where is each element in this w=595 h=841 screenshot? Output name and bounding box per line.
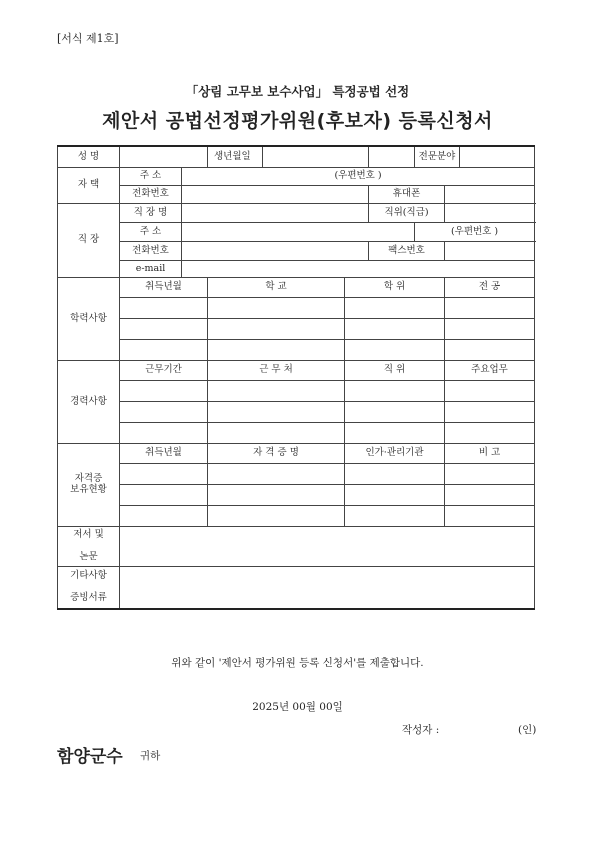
career-cell[interactable] bbox=[345, 402, 445, 423]
license-cell[interactable] bbox=[445, 485, 535, 506]
education-header: 학 위 bbox=[345, 278, 445, 298]
name-field[interactable] bbox=[120, 146, 208, 168]
personal-row bbox=[58, 146, 535, 168]
home-postal-label: (우편번호 ) bbox=[334, 170, 382, 182]
work-postal-label: (우편번호 ) bbox=[450, 225, 499, 237]
license-cell[interactable] bbox=[345, 506, 445, 527]
education-cell[interactable] bbox=[208, 340, 345, 361]
career-header: 직 위 bbox=[345, 361, 445, 381]
career-header: 주요업무 bbox=[445, 361, 535, 381]
form-subtitle: 「상림 고무보 보수사업」 특정공법 선정 bbox=[185, 84, 410, 99]
work-name-label: 직 장 명 bbox=[120, 204, 182, 223]
license-row bbox=[58, 464, 535, 485]
career-row bbox=[58, 381, 535, 402]
education-header: 전 공 bbox=[445, 278, 535, 298]
submission-statement: 위와 같이 '제안서 평가위원 등록 신청서'를 제출합니다. bbox=[171, 657, 424, 669]
license-header: 취득년월 bbox=[120, 444, 208, 464]
license-header: 자 격 증 명 bbox=[208, 444, 345, 464]
work-email-row bbox=[58, 261, 535, 278]
education-header: 취득년월 bbox=[120, 278, 208, 298]
license-label-line2: 보유현황 bbox=[70, 484, 107, 495]
license-cell[interactable] bbox=[120, 506, 208, 527]
papers-label bbox=[58, 527, 120, 567]
education-header-row bbox=[58, 278, 535, 298]
other-label-line1: 기타사항 bbox=[70, 570, 107, 582]
license-cell[interactable] bbox=[445, 464, 535, 485]
license-row bbox=[58, 506, 535, 527]
seal-label: (인) bbox=[518, 724, 537, 736]
home-address-label: 주 소 bbox=[120, 168, 182, 186]
papers-row bbox=[58, 527, 535, 567]
field-label: 전문분야 bbox=[415, 146, 460, 168]
education-label: 학력사항 bbox=[58, 278, 120, 361]
work-address-field[interactable] bbox=[182, 223, 415, 242]
work-phone-row bbox=[58, 242, 535, 261]
license-label bbox=[58, 444, 120, 527]
license-cell[interactable] bbox=[120, 464, 208, 485]
education-cell[interactable] bbox=[120, 319, 208, 340]
license-label-line1: 자격증 bbox=[74, 473, 103, 485]
birth-label: 생년월일 bbox=[208, 146, 263, 168]
education-row bbox=[58, 319, 535, 340]
home-phone-label: 전화번호 bbox=[120, 186, 182, 204]
home-mobile-label: 휴대폰 bbox=[369, 186, 445, 204]
career-cell[interactable] bbox=[445, 423, 535, 444]
education-header: 학 교 bbox=[208, 278, 345, 298]
career-header-row bbox=[58, 361, 535, 381]
other-row bbox=[58, 567, 535, 610]
birth-field[interactable] bbox=[263, 146, 369, 168]
education-cell[interactable] bbox=[445, 298, 535, 319]
license-row bbox=[58, 485, 535, 506]
license-cell[interactable] bbox=[120, 485, 208, 506]
work-address-row bbox=[58, 223, 535, 242]
career-cell[interactable] bbox=[445, 381, 535, 402]
career-cell[interactable] bbox=[120, 381, 208, 402]
spacer-cell bbox=[369, 146, 415, 168]
education-cell[interactable] bbox=[345, 340, 445, 361]
education-cell[interactable] bbox=[345, 319, 445, 340]
career-label: 경력사항 bbox=[58, 361, 120, 444]
work-fax-label: 팩스번호 bbox=[369, 242, 445, 261]
license-cell[interactable] bbox=[208, 485, 345, 506]
other-field[interactable] bbox=[120, 567, 535, 610]
work-email-field[interactable] bbox=[182, 261, 535, 278]
career-cell[interactable] bbox=[208, 402, 345, 423]
career-row bbox=[58, 423, 535, 444]
career-cell[interactable] bbox=[120, 402, 208, 423]
form-title: 제안서 공법선정평가위원(후보자) 등록신청서 bbox=[102, 110, 493, 132]
recipient: 함양군수 bbox=[57, 747, 123, 767]
papers-field[interactable] bbox=[120, 527, 535, 567]
home-phone-field[interactable] bbox=[182, 186, 369, 204]
education-cell[interactable] bbox=[208, 319, 345, 340]
papers-label-line1: 저서 및 bbox=[73, 529, 104, 541]
license-cell[interactable] bbox=[345, 464, 445, 485]
registration-form-table bbox=[57, 145, 535, 610]
work-email-label: e-mail bbox=[120, 261, 182, 278]
education-cell[interactable] bbox=[445, 340, 535, 361]
work-fax-field[interactable] bbox=[445, 242, 535, 261]
license-cell[interactable] bbox=[445, 506, 535, 527]
career-cell[interactable] bbox=[345, 381, 445, 402]
honorific: 귀하 bbox=[140, 750, 161, 762]
work-name-field[interactable] bbox=[182, 204, 369, 223]
field-field[interactable] bbox=[460, 146, 535, 168]
education-row bbox=[58, 340, 535, 361]
name-label: 성 명 bbox=[58, 146, 120, 168]
career-cell[interactable] bbox=[445, 402, 535, 423]
license-cell[interactable] bbox=[345, 485, 445, 506]
work-phone-field[interactable] bbox=[182, 242, 369, 261]
work-label: 직 장 bbox=[58, 204, 120, 278]
other-label bbox=[58, 567, 120, 610]
home-address-row bbox=[58, 168, 535, 186]
education-cell[interactable] bbox=[120, 340, 208, 361]
work-address-label: 주 소 bbox=[120, 223, 182, 242]
career-cell[interactable] bbox=[208, 423, 345, 444]
work-postal-cell[interactable] bbox=[415, 223, 535, 242]
license-cell[interactable] bbox=[208, 464, 345, 485]
form-number: [서식 제1호] bbox=[57, 32, 119, 45]
other-label-line2: 증빙서류 bbox=[70, 591, 107, 603]
work-phone-label: 전화번호 bbox=[120, 242, 182, 261]
career-row bbox=[58, 402, 535, 423]
submission-date: 2025년 00월 00일 bbox=[252, 701, 343, 713]
work-position-field[interactable] bbox=[445, 204, 535, 223]
education-cell[interactable] bbox=[120, 298, 208, 319]
home-label: 자 택 bbox=[58, 168, 120, 204]
education-row bbox=[58, 298, 535, 319]
license-header: 인가·관리기관 bbox=[345, 444, 445, 464]
license-cell[interactable] bbox=[208, 506, 345, 527]
education-cell[interactable] bbox=[345, 298, 445, 319]
work-position-label: 직위(직급) bbox=[369, 204, 445, 223]
papers-label-line2: 논문 bbox=[79, 550, 98, 562]
career-header: 근 무 처 bbox=[208, 361, 345, 381]
writer-label: 작성자 : bbox=[402, 724, 440, 736]
career-header: 근무기간 bbox=[120, 361, 208, 381]
home-address-field[interactable] bbox=[182, 168, 535, 186]
career-cell[interactable] bbox=[120, 423, 208, 444]
license-header-row bbox=[58, 444, 535, 464]
career-cell[interactable] bbox=[345, 423, 445, 444]
career-cell[interactable] bbox=[208, 381, 345, 402]
work-name-row bbox=[58, 204, 535, 223]
license-header: 비 고 bbox=[445, 444, 535, 464]
education-cell[interactable] bbox=[208, 298, 345, 319]
home-phone-row bbox=[58, 186, 535, 204]
home-mobile-field[interactable] bbox=[445, 186, 535, 204]
education-cell[interactable] bbox=[445, 319, 535, 340]
